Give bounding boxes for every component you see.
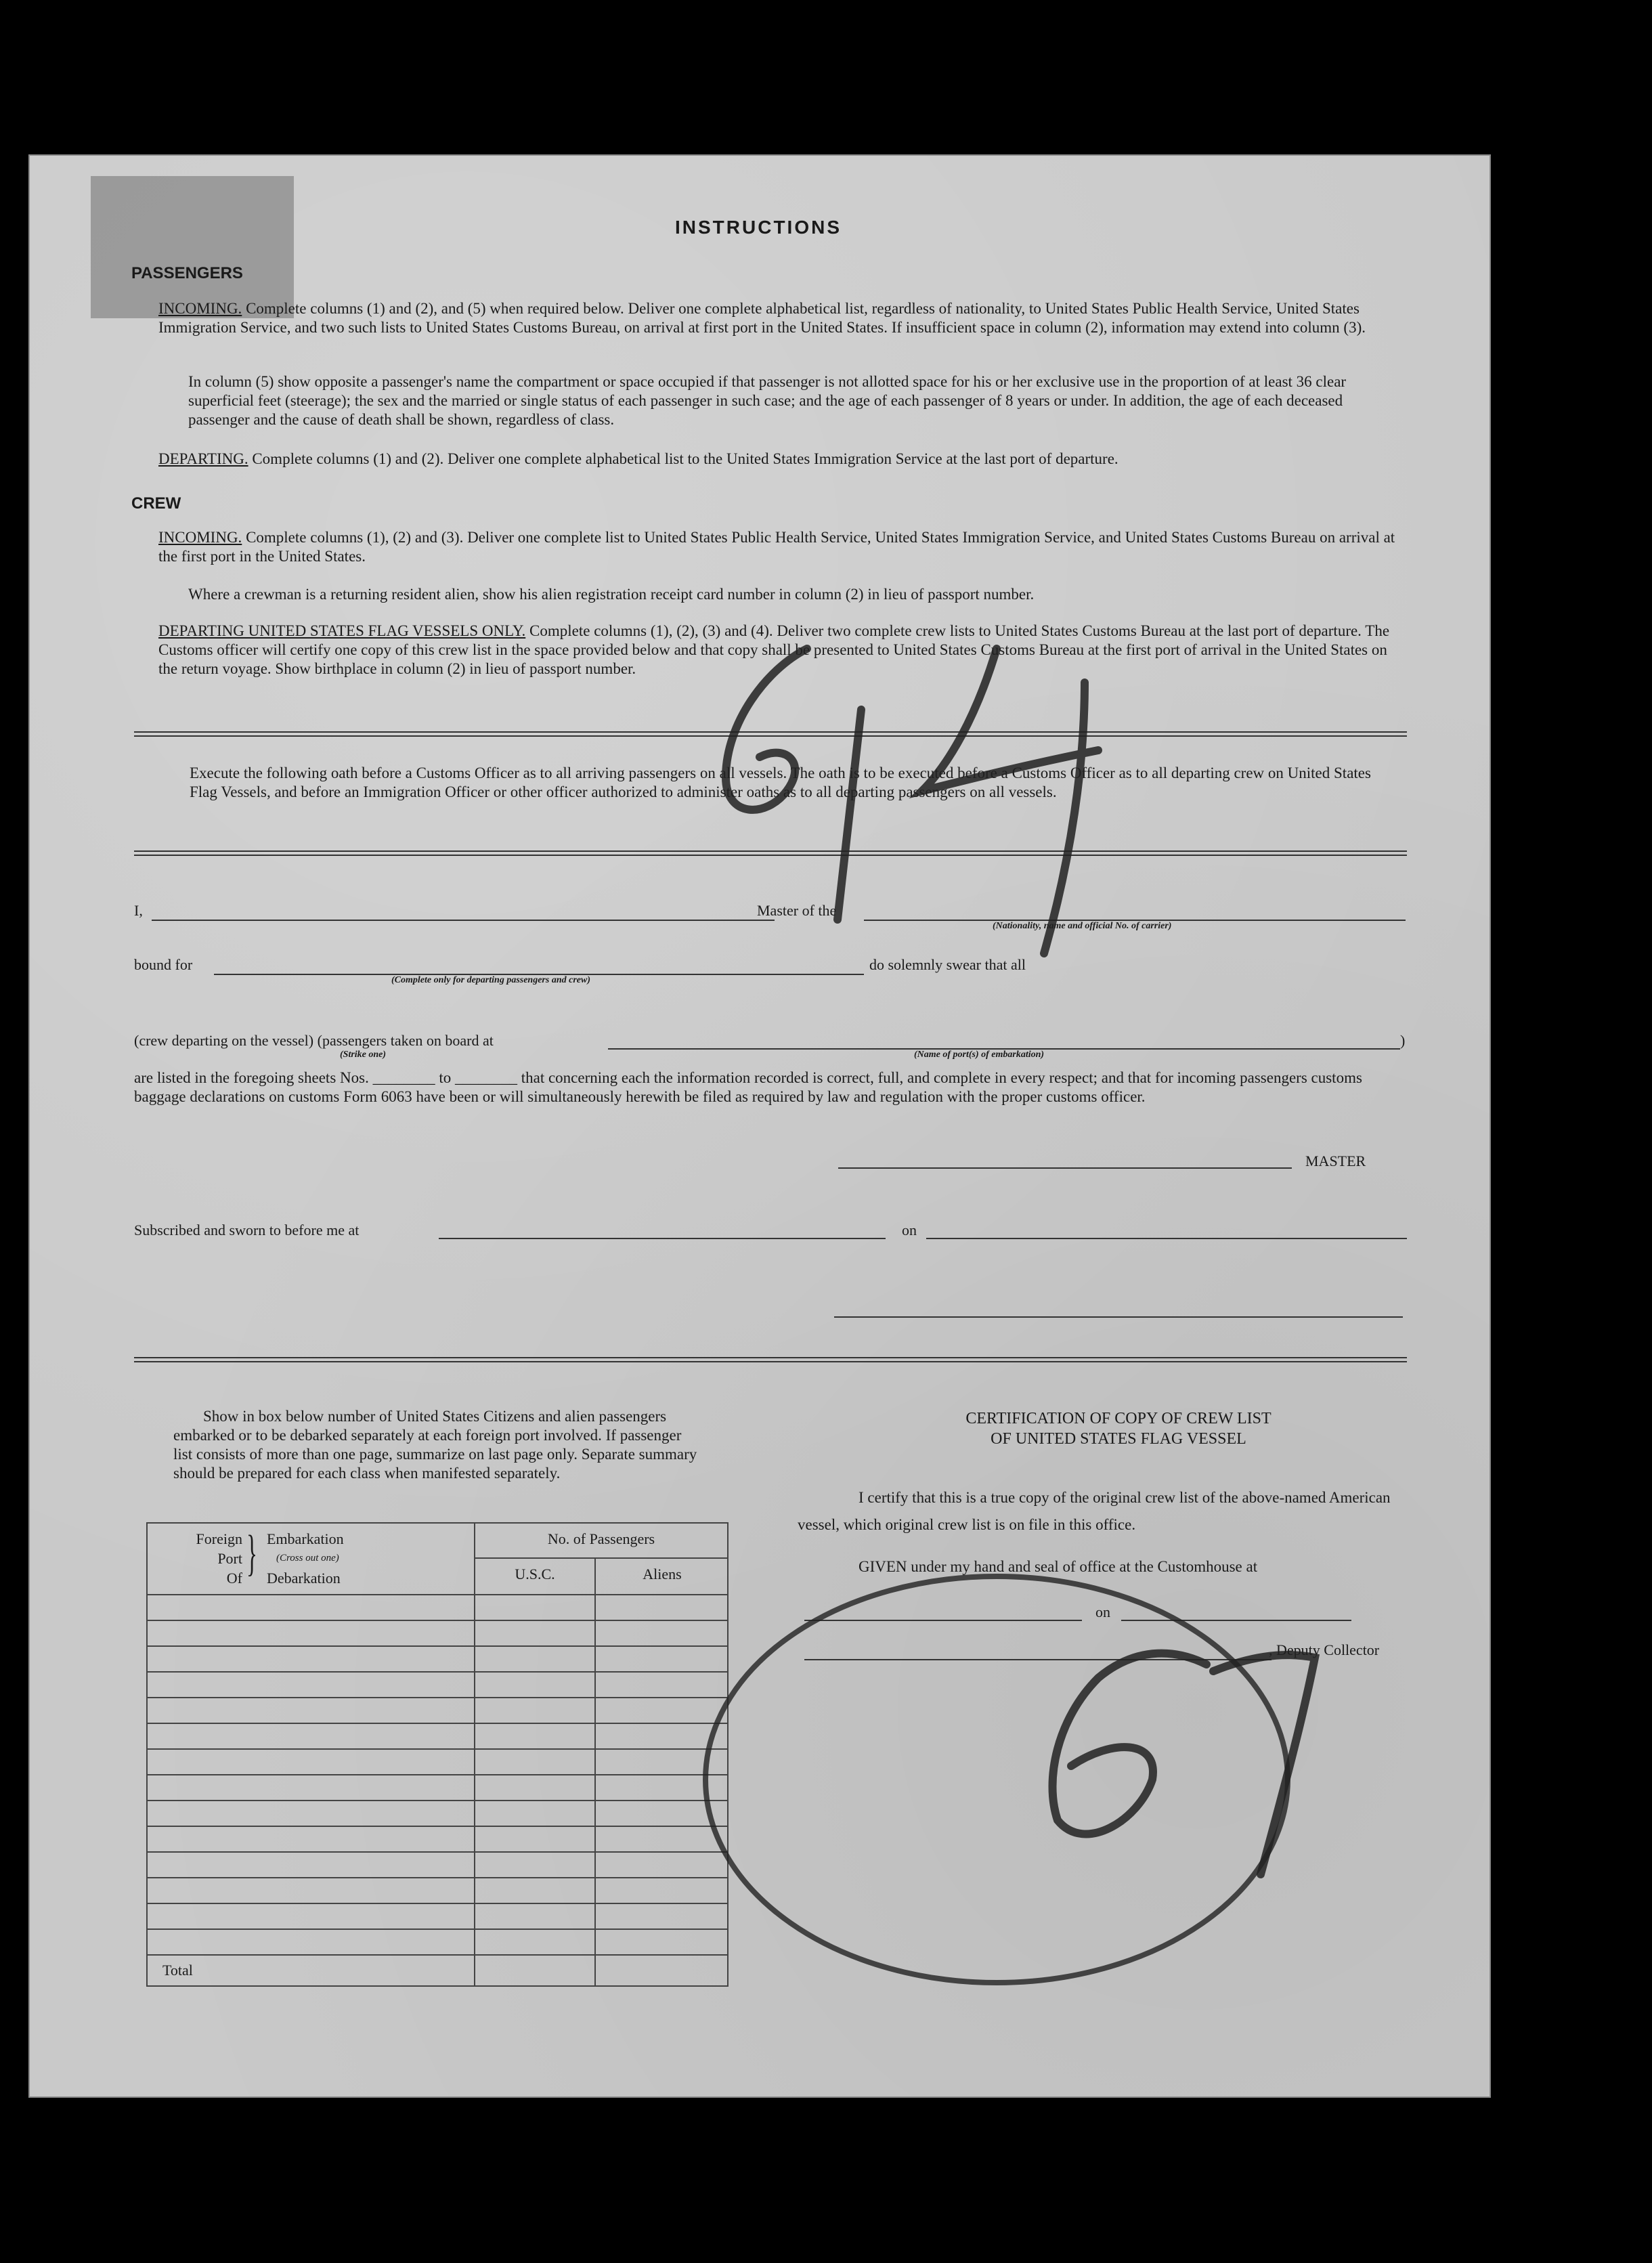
incoming-text: Complete columns (1) and (2), and (5) when required below. Deliver one complete alphabetical list, regardless of nationality, to United States Public Health Service, United States Immigration Service, and two such lists to United States Customs Bureau, on arrival at first port in the United States. If insufficient space in column (2), information may extend into column (3). <box>158 300 1366 336</box>
master-label: MASTER <box>1305 1152 1366 1169</box>
col-cross-out: (Cross out one) <box>276 1553 339 1564</box>
document-page <box>28 154 1491 2098</box>
pencil-annotations <box>28 154 1491 2098</box>
certification-title-line2: OF UNITED STATES FLAG VESSEL <box>991 1430 1246 1448</box>
deputy-collector-label: , Deputy Collector <box>1269 1641 1380 1658</box>
crew-heading: CREW <box>131 494 181 513</box>
oath-i-label: I, <box>134 902 143 919</box>
crew-departing-label: DEPARTING UNITED STATES FLAG VESSELS ONLY. <box>158 622 526 639</box>
listed-paragraph: are listed in the foregoing sheets Nos. ________ to ________ that concerning each the information recorded is correct, full, and complete in every respect; and that for incoming passengers customs baggage declarations on customs Form 6063 have been or will simultaneously herewith be filed as required by law and regulation with the proper customs officer. <box>134 1069 1362 1105</box>
swear-label: do solemnly swear that all <box>869 956 1026 973</box>
departing-text: Complete columns (1) and (2). Deliver one complete alphabetical list to the United States Immigration Service at the last port of departure. <box>252 450 1118 467</box>
crew-resident-paragraph: Where a crewman is a returning resident alien, show his alien registration receipt card number in column (2) in lieu of passport number. <box>188 586 1035 603</box>
master-of-label: Master of the <box>757 902 837 919</box>
given-text: GIVEN under my hand and seal of office at the Customhouse at <box>858 1558 1258 1575</box>
passengers-heading: PASSENGERS <box>131 264 243 282</box>
lower-handwritten-7 <box>1213 1655 1315 1874</box>
crew-passengers-label: (crew departing on the vessel) (passengers taken on board at <box>134 1032 494 1049</box>
col-debarkation: Debarkation <box>267 1570 341 1587</box>
col-foreign: Foreign <box>196 1530 242 1547</box>
nationality-caption: (Nationality, name and official No. of carrier) <box>993 921 1172 931</box>
bound-for-label: bound for <box>134 956 193 973</box>
page-title: INSTRUCTIONS <box>675 217 842 238</box>
col-of: Of <box>226 1570 242 1587</box>
certification-title-line1: CERTIFICATION OF COPY OF CREW LIST <box>965 1410 1271 1427</box>
col-aliens: Aliens <box>643 1566 682 1582</box>
total-label: Total <box>162 1962 193 1979</box>
upper-handwritten-stroke-b <box>1044 683 1085 953</box>
brace-glyph: } <box>246 1526 257 1581</box>
strike-one-caption: (Strike one) <box>340 1050 387 1060</box>
departing-label: DEPARTING. <box>158 450 248 467</box>
col-port: Port <box>217 1550 242 1567</box>
incoming-label: INCOMING. <box>158 300 242 317</box>
port-caption: (Name of port(s) of embarkation) <box>914 1050 1045 1060</box>
lower-handwritten-6 <box>1053 1654 1207 1834</box>
upper-handwritten-stroke-a <box>838 710 861 920</box>
oath-intro: Execute the following oath before a Customs Officer as to all arriving passengers on all vessels. The oath is to be executed before a Customs Officer as to all departing crew on United States Flag Vessels, and before an Immigration Officer or other officer authorized to administer oaths as to all departing passengers on all vessels. <box>190 764 1371 800</box>
circled-number-ring <box>705 1576 1288 1983</box>
crew-departing-text: Complete columns (1), (2), (3) and (4). Deliver two complete crew lists to United States Customs Bureau at the last port of departure. The Customs officer will certify one copy of this crew list in the space provided below and that copy shall be presented to United States Customs Bureau at the first port of arrival in the United States on the return voyage. Show birthplace in column (2) in lieu of passport number. <box>158 622 1390 677</box>
upper-handwritten-4 <box>922 649 1098 791</box>
certify-paragraph: I certify that this is a true copy of the original crew list of the above-named American vessel, which original crew list is on file in this office. <box>798 1489 1391 1533</box>
given-on-label: on <box>1095 1603 1110 1620</box>
upper-handwritten-6 <box>726 649 807 810</box>
col-no-passengers: No. of Passengers <box>547 1530 655 1547</box>
summary-instructions: Show in box below number of United States Citizens and alien passengers embarked or to be debarked separately at each foreign port involved. If passenger list consists of more than one page, summarize on last page only. Separate summary should be prepared for each class when manifested separately. <box>173 1408 697 1482</box>
col-embarkation: Embarkation <box>267 1530 344 1547</box>
subscribed-label: Subscribed and sworn to before me at <box>134 1222 360 1238</box>
col-usc: U.S.C. <box>515 1566 555 1582</box>
bound-for-caption: (Complete only for departing passengers and crew) <box>391 975 590 985</box>
crew-incoming-label: INCOMING. <box>158 529 242 546</box>
close-paren: ) <box>1400 1032 1406 1049</box>
sworn-on-label: on <box>902 1222 917 1238</box>
column5-paragraph: In column (5) show opposite a passenger's name the compartment or space occupied if that passenger is not allotted space for his or her exclusive use in the proportion of at least 36 clear superficial feet (steerage); the sex and the married or single status of each passenger in such case; and the age of each passenger of 8 years or under. In addition, the age of each deceased passenger and the cause of death shall be shown, regardless of class. <box>188 373 1347 428</box>
crew-incoming-text: Complete columns (1), (2) and (3). Deliver one complete list to United States Public Health Service, United States Immigration Service, and United States Customs Bureau on arrival at the first port in the United States. <box>158 529 1395 565</box>
